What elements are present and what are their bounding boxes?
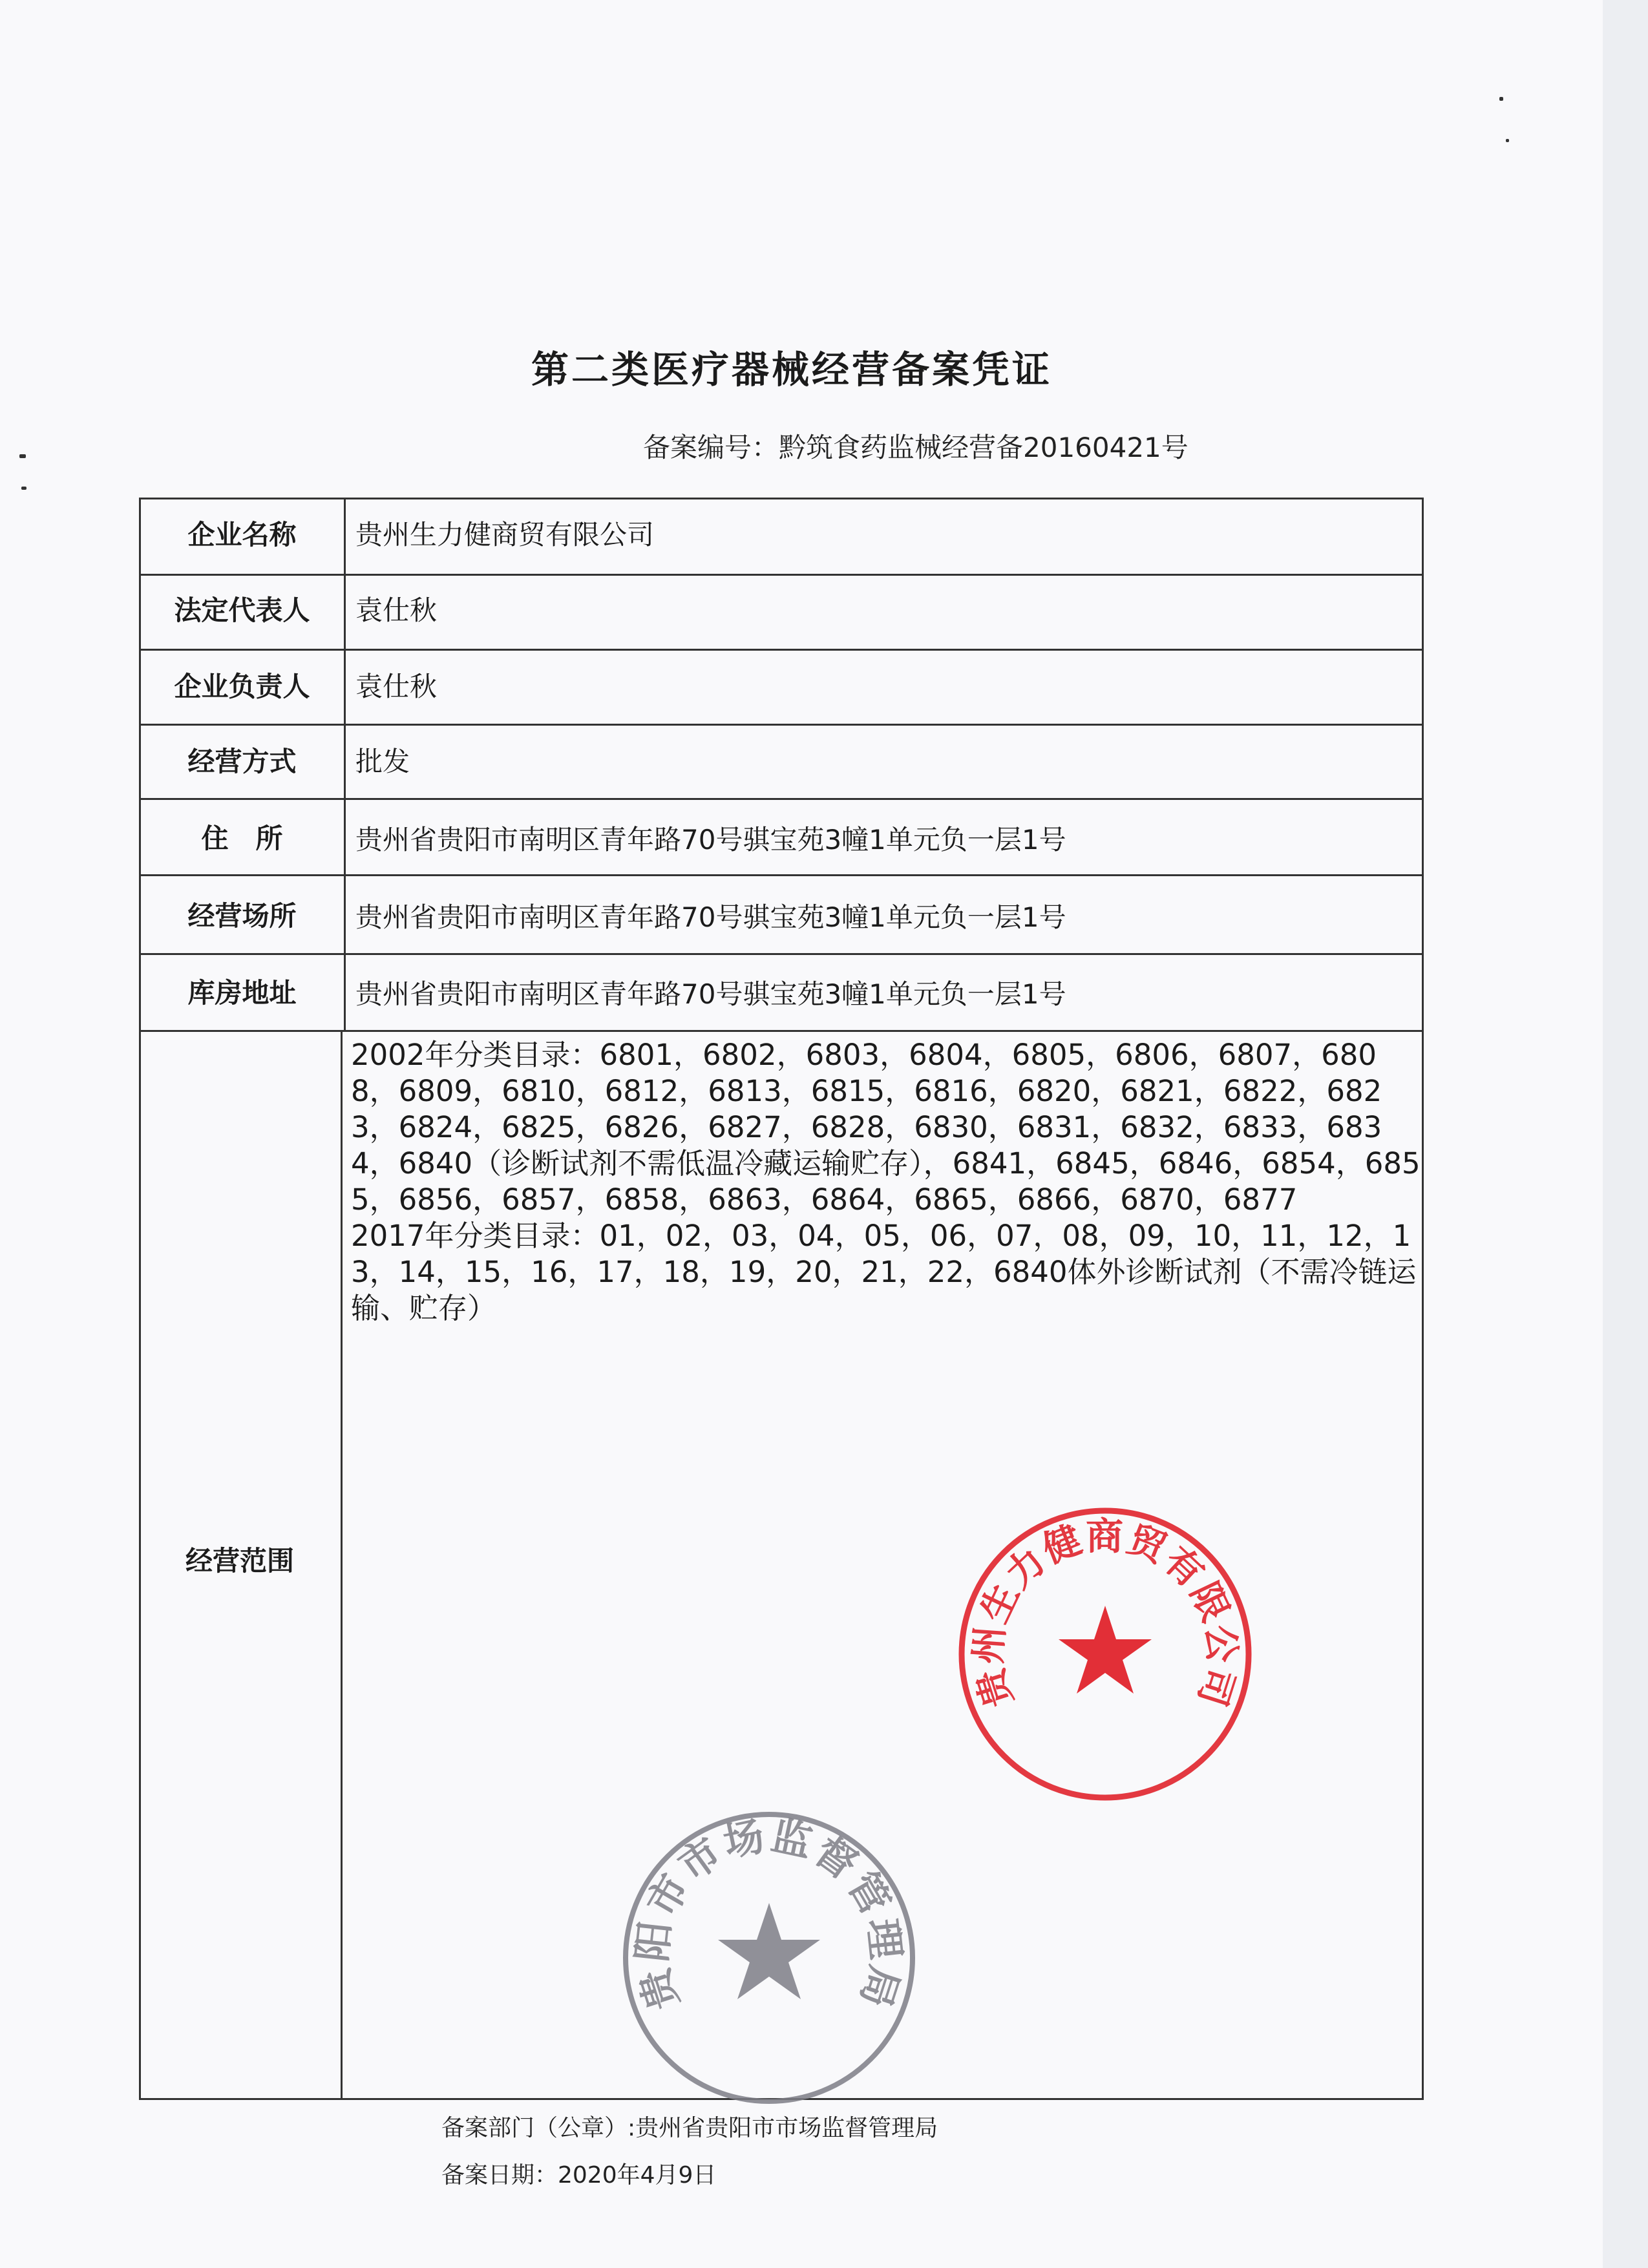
filing-department: 备案部门（公章）:贵州省贵阳市市场监督管理局 <box>441 2115 938 2141</box>
business-scope <box>351 1037 1424 1327</box>
bureau-seal-text: 贵阳市市场监督管理局 <box>628 1811 911 2016</box>
scope-catalog-2017: 2017年分类目录：01，02，03，04，05，06，07，08，09，10，11，12，13，14，15，16，17，18，19，20，21，22，6840体外诊断试剂（不需冷链运输、贮存） <box>351 1219 1417 1325</box>
scan-speck <box>21 487 26 490</box>
value-enterprise-head: 袁仕秋 <box>355 671 438 702</box>
label-business-premises: 经营场所 <box>187 900 297 932</box>
scan-speck <box>1506 139 1509 142</box>
value-domicile: 贵州省贵阳市南明区青年路70号骐宝苑3幢1单元负一层1号 <box>355 824 1066 856</box>
label-business-mode: 经营方式 <box>187 746 297 777</box>
company-seal-text: 贵州生力健商贸有限公司 <box>966 1514 1245 1713</box>
star-icon <box>718 1903 820 1999</box>
label-enterprise-head: 企业负责人 <box>174 671 310 702</box>
scope-catalog-2002: 2002年分类目录：6801，6802，6803，6804，6805，6806，6807，6808，6809，6810，6812，6813，6815，6816，6820，6821，6822，6823，6824，6825，6826，6827，6828，6830，6831，6832，6833，6834，6840（诊断试剂不需低温冷藏运输贮存），6841，6845，6846，6854，6855，6856，6857，6858，6863，6864，6865，6866，6870，6877 <box>351 1038 1421 1217</box>
value-business-premises: 贵州省贵阳市南明区青年路70号骐宝苑3幢1单元负一层1号 <box>355 901 1066 933</box>
company-seal <box>953 1502 1257 1806</box>
star-icon <box>1059 1606 1152 1694</box>
value-legal-representative: 袁仕秋 <box>355 594 438 626</box>
record-number: 备案编号：黔筑食药监械经营备20160421号 <box>643 432 1188 463</box>
value-business-mode: 批发 <box>355 746 410 777</box>
bureau-seal <box>617 1806 921 2110</box>
value-warehouse-address: 贵州省贵阳市南明区青年路70号骐宝苑3幢1单元负一层1号 <box>355 978 1066 1010</box>
scan-speck <box>19 454 26 458</box>
label-domicile: 住 所 <box>201 823 283 854</box>
scan-edge <box>1603 0 1648 2268</box>
label-warehouse-address: 库房地址 <box>187 977 297 1009</box>
label-legal-representative: 法定代表人 <box>174 594 310 626</box>
label-company-name: 企业名称 <box>187 519 297 551</box>
label-business-scope: 经营范围 <box>185 1545 294 1577</box>
scan-speck <box>1499 97 1503 101</box>
page-title: 第二类医疗器械经营备案凭证 <box>531 348 1052 392</box>
filing-date: 备案日期：2020年4月9日 <box>441 2162 717 2189</box>
value-company-name: 贵州生力健商贸有限公司 <box>355 519 655 551</box>
